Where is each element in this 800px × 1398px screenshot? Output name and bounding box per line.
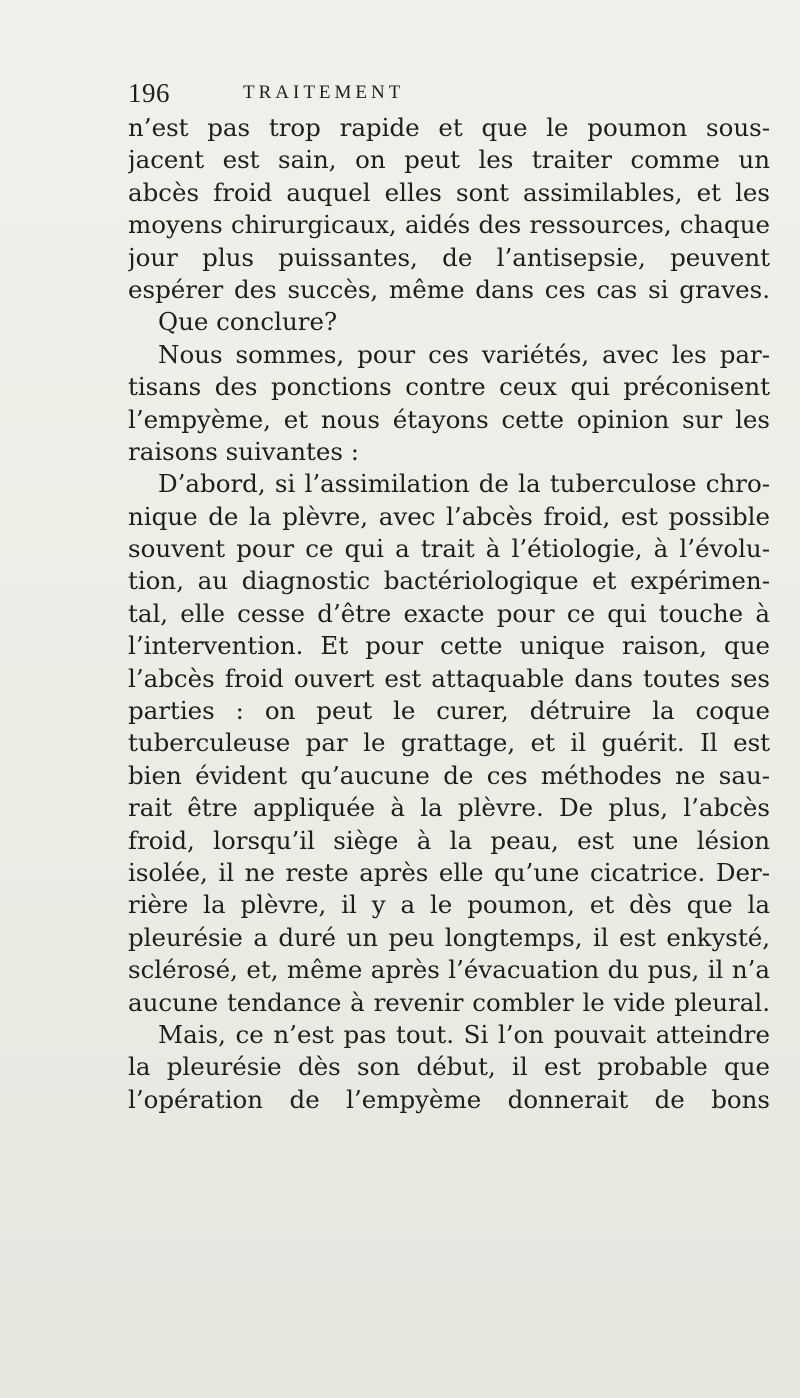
text-line: moyens chirurgicaux, aidés des ressources, chaque	[128, 210, 770, 240]
text-line: D’abord, si l’assimilation de la tuberculose chro-	[158, 469, 770, 499]
text-line: jacent est sain, on peut les traiter comme un	[128, 145, 770, 175]
text-line: tal, elle cesse d’être exacte pour ce qui touche à	[128, 598, 770, 628]
text-line: pleurésie a duré un peu longtemps, il est enkysté,	[128, 922, 770, 952]
text-line: tuberculeuse par le grattage, et il guérit. Il est	[128, 728, 770, 758]
body-text	[128, 112, 770, 1116]
text-line: n’est pas trop rapide et que le poumon sous-	[128, 113, 770, 142]
running-head: TRAITEMENT	[243, 82, 405, 103]
text-line: rière la plèvre, il y a le poumon, et dès que la	[128, 890, 770, 920]
text-line: espérer des succès, même dans ces cas si graves.	[128, 274, 770, 304]
text-line: jour plus puissantes, de l’antisepsie, peuvent	[128, 242, 770, 272]
text-line: bien évident qu’aucune de ces méthodes ne sau-	[128, 760, 770, 790]
text-line: Nous sommes, pour ces variétés, avec les par-	[158, 339, 770, 369]
text-line: Mais, ce n’est pas tout. Si l’on pouvait atteindre	[158, 1019, 770, 1049]
text-line: tisans des ponctions contre ceux qui préconisent	[128, 372, 770, 402]
text-line: raisons suivantes :	[128, 436, 359, 466]
text-line: l’abcès froid ouvert est attaquable dans toutes ses	[128, 663, 770, 693]
text-line: aucune tendance à revenir combler le vide pleural.	[128, 987, 770, 1017]
text-line: l’intervention. Et pour cette unique raison, que	[128, 631, 770, 661]
text-line: sclérosé, et, même après l’évacuation du pus, il n’a	[128, 955, 770, 985]
text-line: parties : on peut le curer, détruire la coque	[128, 696, 770, 726]
text-line: l’empyème, et nous étayons cette opinion sur les	[128, 404, 770, 434]
text-line: la pleurésie dès son début, il est probable que	[128, 1052, 770, 1082]
text-line: abcès froid auquel elles sont assimilables, et les	[128, 177, 770, 207]
text-line: tion, au diagnostic bactériologique et expérimen-	[128, 566, 770, 596]
text-line: l’opération de l’empyème donnerait de bons	[128, 1084, 770, 1114]
text-line: souvent pour ce qui a trait à l’étiologie, à l’évolu-	[128, 534, 770, 564]
text-line: froid, lorsqu’il siège à la peau, est une lésion	[128, 825, 770, 855]
page-number: 196	[128, 78, 170, 108]
text-line: Que conclure?	[158, 307, 338, 337]
text-line: isolée, il ne reste après elle qu’une cicatrice. Der-	[128, 857, 770, 887]
text-line: rait être appliquée à la plèvre. De plus, l’abcès	[128, 793, 770, 823]
text-line: nique de la plèvre, avec l’abcès froid, est possible	[128, 501, 770, 531]
